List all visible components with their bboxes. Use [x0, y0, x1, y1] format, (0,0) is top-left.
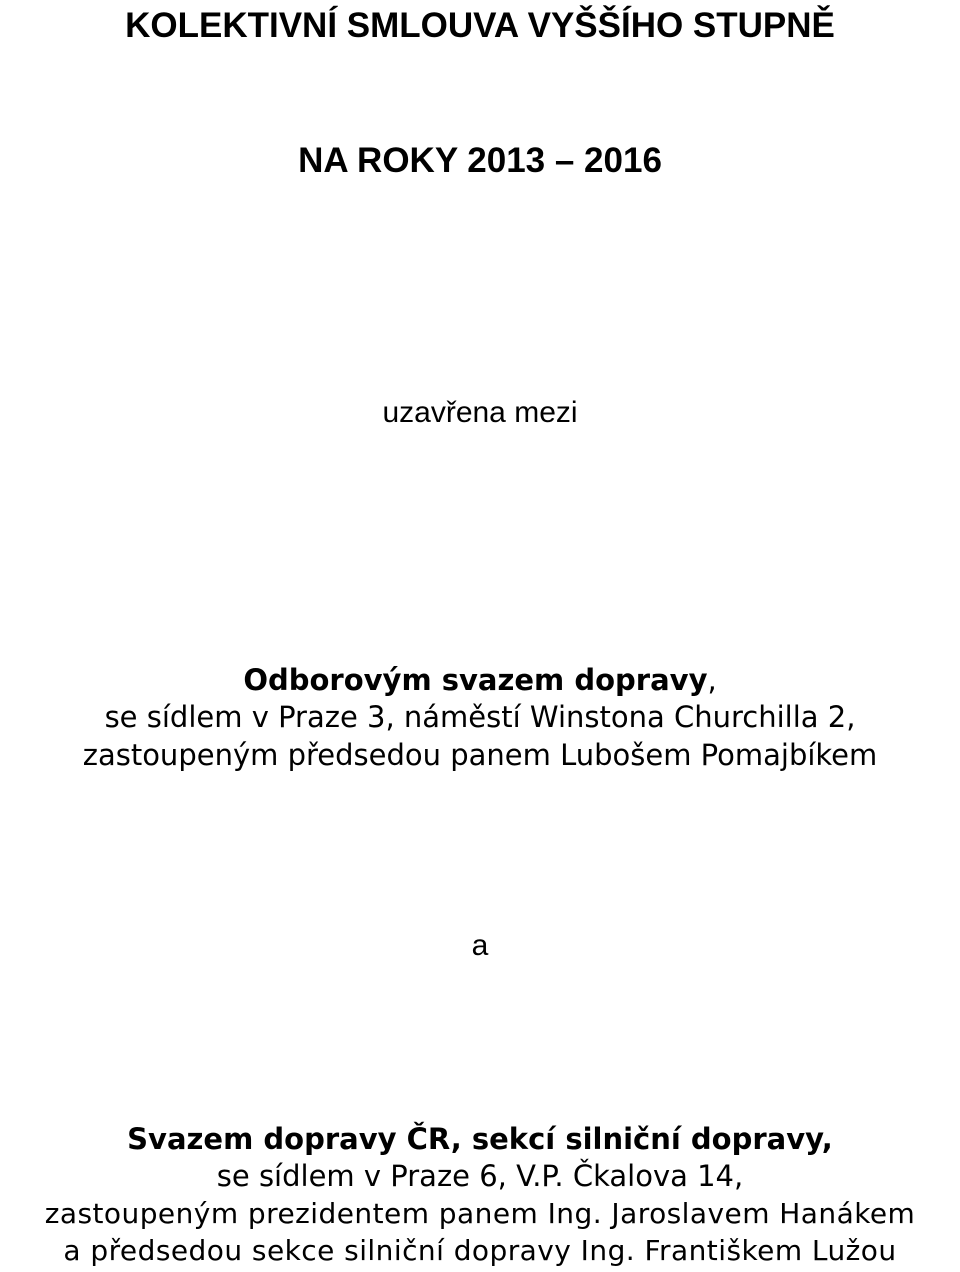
intro-text: uzavřena mezi: [382, 396, 578, 429]
party-2-representative-2: a předsedou sekce silniční dopravy Ing. Františkem Lužou: [63, 1234, 897, 1267]
title-line-1: KOLEKTIVNÍ SMLOUVA VYŠŠÍHO STUPNĚ: [125, 6, 835, 45]
title-line-2: NA ROKY 2013 – 2016: [298, 141, 662, 180]
party-2-name: Svazem dopravy ČR, sekcí silniční dopravy,: [127, 1122, 833, 1156]
party-2-representative-1: zastoupeným prezidentem panem Ing. Jaroslavem Hanákem: [44, 1197, 916, 1230]
party-1-seat: se sídlem v Praze 3, náměstí Winstona Churchilla 2,: [104, 700, 856, 734]
party-1-name-suffix: ,: [707, 663, 717, 697]
party-1-name: Odborovým svazem dopravy: [243, 663, 708, 697]
party-2-seat: se sídlem v Praze 6, V.P. Čkalova 14,: [216, 1159, 744, 1193]
conjunction-text: a: [471, 929, 489, 962]
party-1-representative: zastoupeným předsedou panem Lubošem Pomajbíkem: [82, 738, 878, 772]
party-1-name-line: [0, 662, 960, 698]
